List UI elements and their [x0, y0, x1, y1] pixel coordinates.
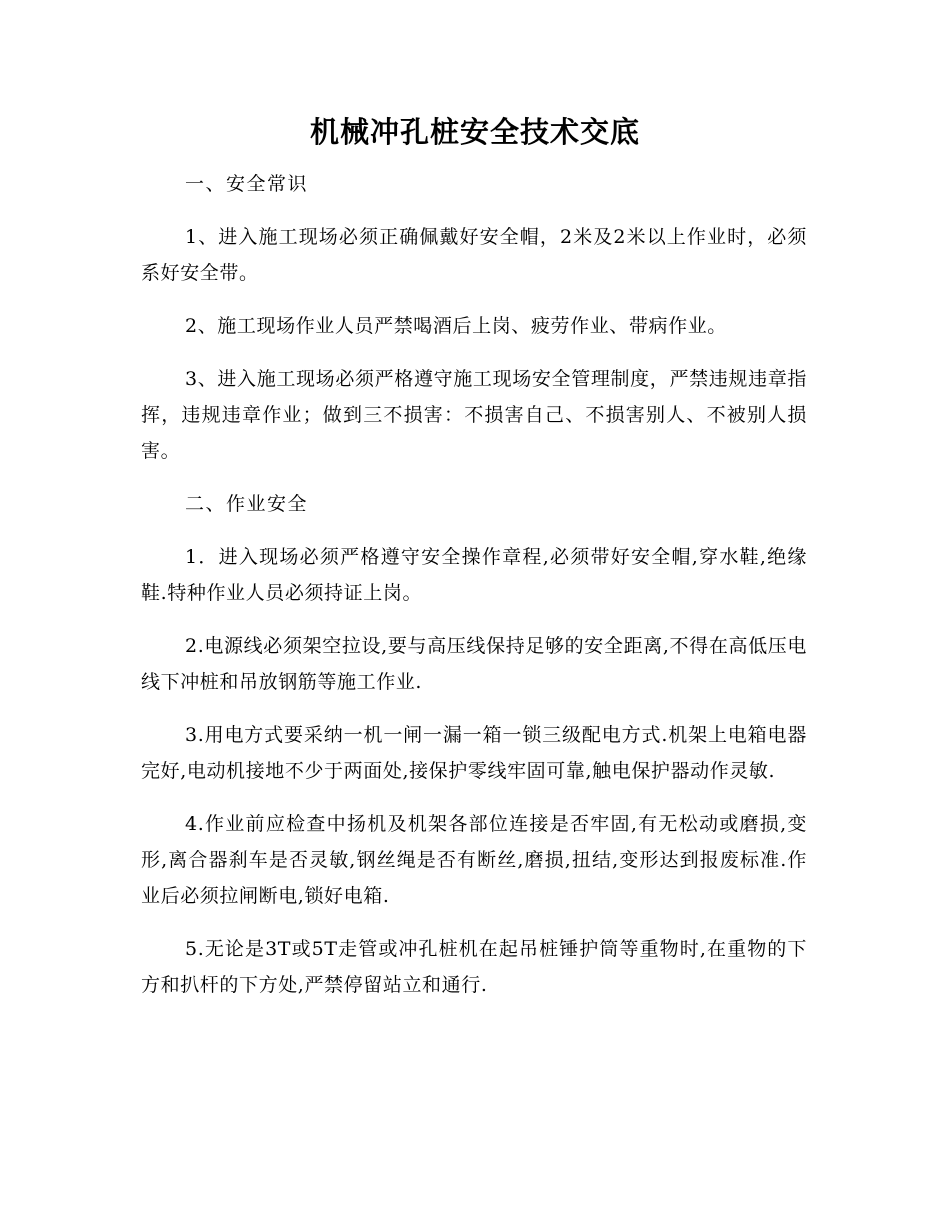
- paragraph: 2、施工现场作业人员严禁喝酒后上岗、疲劳作业、带病作业。: [185, 315, 727, 337]
- paragraph: 3、进入施工现场必须严格遵守施工现场安全管理制度，严禁违规违章指挥，违规违章作业；做到三不损害：不损害自己、不损害别人、不被别人损害。: [141, 368, 807, 462]
- document-title: 机械冲孔桩安全技术交底: [309, 115, 640, 149]
- section-safety-basics: [141, 166, 807, 469]
- section-work-safety: [141, 486, 807, 1003]
- paragraph: 1、进入施工现场必须正确佩戴好安全帽，2米及2米以上作业时，必须系好安全带。: [141, 226, 807, 284]
- section-heading: 二、作业安全: [185, 493, 309, 515]
- paragraph: 3.用电方式要采纳一机一闸一漏一箱一锁三级配电方式.机架上电箱电器完好,电动机接地不少于两面处,接保护零线牢固可靠,触电保护器动作灵敏.: [141, 724, 807, 782]
- paragraph: 1．进入现场必须严格遵守安全操作章程,必须带好安全帽,穿水鞋,绝缘鞋.特种作业人员必须持证上岗。: [141, 546, 807, 604]
- document-body: [141, 166, 807, 1020]
- paragraph: 4.作业前应检查中扬机及机架各部位连接是否牢固,有无松动或磨损,变形,离合器刹车是否灵敏,钢丝绳是否有断丝,磨损,扭结,变形达到报废标准.作业后必须拉闸断电,锁好电箱.: [141, 813, 807, 907]
- paragraph: 5.无论是3T或5T走管或冲孔桩机在起吊桩锤护筒等重物时,在重物的下方和扒杆的下方处,严禁停留站立和通行.: [141, 938, 807, 996]
- section-heading: 一、安全常识: [185, 173, 309, 195]
- paragraph: 2.电源线必须架空拉设,要与高压线保持足够的安全距离,不得在高低压电线下冲桩和吊放钢筋等施工作业.: [141, 635, 807, 693]
